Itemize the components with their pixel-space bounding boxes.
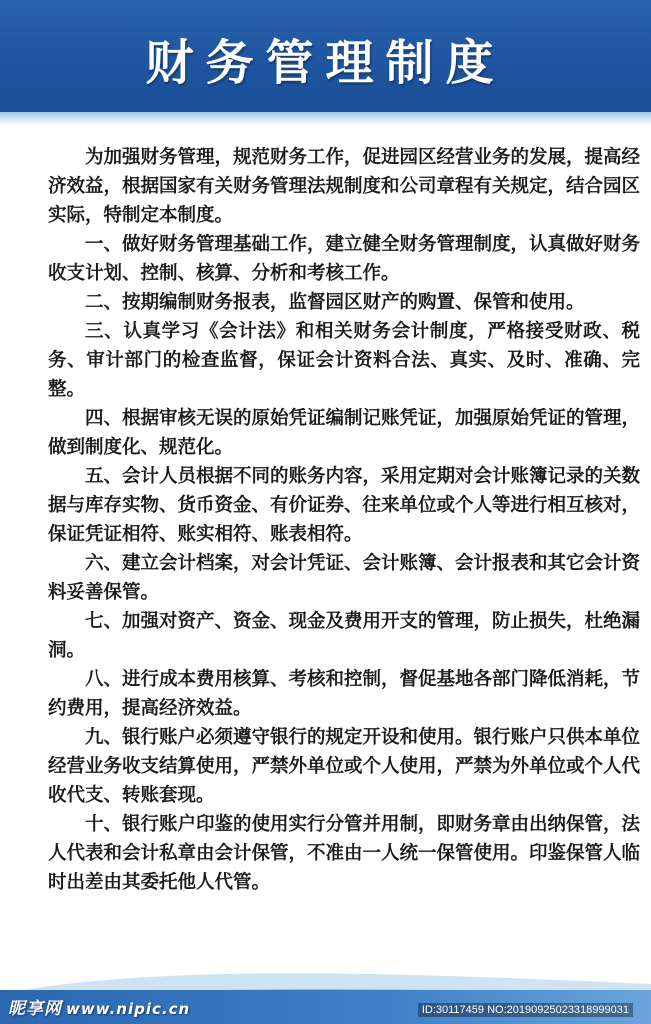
watermark-brand: 昵享网 <box>8 999 62 1019</box>
rule-item-2: 二、按期编制财务报表，监督园区财产的购置、保管和使用。 <box>85 292 585 313</box>
rule-item-5: 五、会计人员根据不同的账务内容，采用定期对会计账簿记录的关数据与库存实物、货币资金、有价证券、往来单位或个人等进行相互核对，保证凭证相符、账实相符、账表相符。 <box>48 466 641 545</box>
rule-item-1: 一、做好财务管理基础工作，建立健全财务管理制度，认真做好财务收支计划、控制、核算、分析和考核工作。 <box>48 234 641 284</box>
page-title: 财务管理制度 <box>145 35 506 91</box>
rule-item-3: 三、认真学习《会计法》和相关财务会计制度，严格接受财政、税务、审计部门的检查监督，保证会计资料合法、真实、及时、准确、完整。 <box>48 321 640 400</box>
intro-paragraph: 为加强财务管理，规范财务工作，促进园区经营业务的发展，提高经济效益，根据国家有关财务管理法规制度和公司章程有关规定，结合园区实际，特制定本制度。 <box>48 147 641 226</box>
watermark-logo <box>8 994 190 1019</box>
rule-item-4: 四、根据审核无误的原始凭证编制记账凭证，加强原始凭证的管理，做到制度化、规范化。 <box>48 408 641 458</box>
rule-item-7: 七、加强对资产、资金、现金及费用开支的管理，防止损失，杜绝漏洞。 <box>48 611 641 661</box>
rule-item-8: 八、进行成本费用核算、考核和控制，督促基地各部门降低消耗，节约费用，提高经济效益。 <box>48 669 641 719</box>
rule-item-6: 六、建立会计档案，对会计凭证、会计账簿、会计报表和其它会计资料妥善保管。 <box>48 553 641 603</box>
rule-item-9: 九、银行账户必须遵守银行的规定开设和使用。银行账户只供本单位经营业务收支结算使用，严禁外单位或个人使用，严禁为外单位或个人代收代支、转账套现。 <box>48 727 641 806</box>
rule-item-10: 十、银行账户印鉴的使用实行分管并用制，即财务章由出纳保管，法人代表和会计私章由会计保管，不准由一人统一保管使用。印鉴保管人临时出差由其委托他人代管。 <box>48 814 641 893</box>
regulation-body <box>48 143 640 897</box>
image-id-label: ID:30117459 NO:20190925023318999031 <box>418 1003 633 1017</box>
watermark-site: www.nipic.cn <box>66 1000 191 1018</box>
header-stripe <box>0 112 651 126</box>
